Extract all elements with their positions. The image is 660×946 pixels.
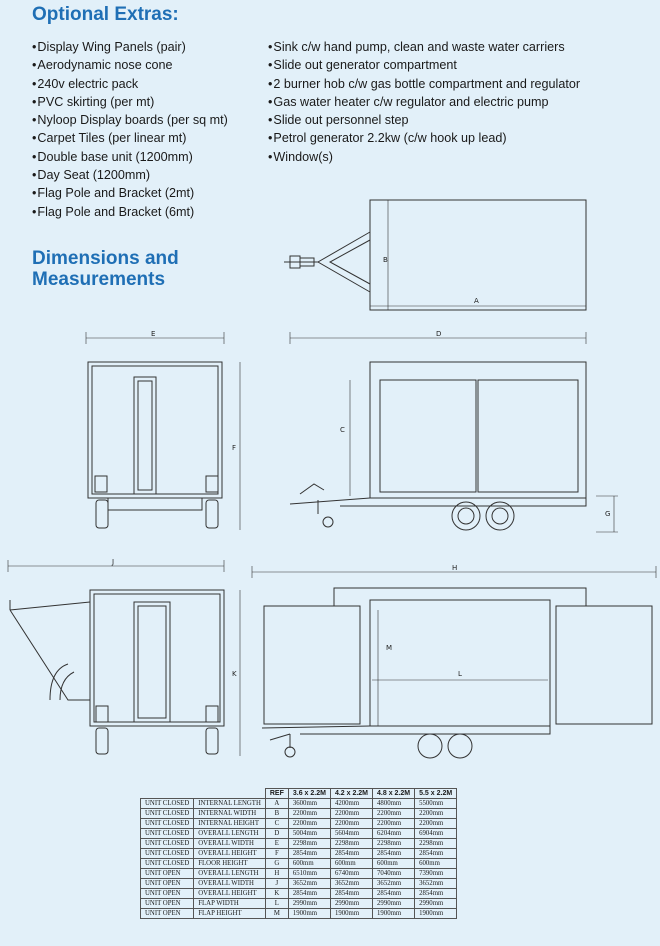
value-cell: 2990mm [415,899,457,909]
table-row [141,879,457,889]
dimensions-heading-line2: Measurements [32,269,166,290]
value-cell: 2298mm [330,839,372,849]
value-cell: 2298mm [288,839,330,849]
value-cell: 5604mm [330,829,372,839]
value-cell: 4200mm [330,799,372,809]
label-a: A [474,297,479,305]
label-h: H [452,564,458,572]
value-cell: 5004mm [288,829,330,839]
side-view-open-diagram [252,564,656,758]
table-row [141,809,457,819]
unit-state-cell: UNIT OPEN [141,879,194,889]
table-row [141,859,457,869]
extras-item: • Sink c/w hand pump, clean and waste water carriers [268,38,580,56]
dimensions-table-body [141,799,457,919]
extras-item: • Double base unit (1200mm) [32,148,228,166]
label-m: M [386,644,393,652]
value-cell: 2990mm [288,899,330,909]
ref-cell: E [265,839,288,849]
table-row [141,849,457,859]
extras-item: • Flag Pole and Bracket (6mt) [32,203,228,221]
value-cell: 2854mm [373,889,415,899]
extras-item: • Nyloop Display boards (per sq mt) [32,111,228,129]
table-row [141,819,457,829]
unit-state-cell: UNIT CLOSED [141,799,194,809]
table-row [141,899,457,909]
table-header-blank [141,789,266,799]
unit-state-cell: UNIT CLOSED [141,819,194,829]
label-l: L [458,670,462,678]
table-header-size: 4.2 x 2.2M [330,789,372,799]
extras-item: • 2 burner hob c/w gas bottle compartment and regulator [268,75,580,93]
label-c: C [340,426,345,434]
table-row [141,829,457,839]
value-cell: 7390mm [415,869,457,879]
label-b: B [383,256,388,264]
value-cell: 2200mm [415,809,457,819]
ref-cell: D [265,829,288,839]
measure-cell: FLAP HEIGHT [194,909,266,919]
value-cell: 2854mm [330,849,372,859]
value-cell: 4800mm [373,799,415,809]
value-cell: 2990mm [330,899,372,909]
value-cell: 2854mm [415,889,457,899]
value-cell: 6904mm [415,829,457,839]
value-cell: 3600mm [288,799,330,809]
table-row [141,869,457,879]
unit-state-cell: UNIT OPEN [141,899,194,909]
dimensions-heading-line1: Dimensions and [32,248,179,269]
ref-cell: B [265,809,288,819]
extras-item: • Window(s) [268,148,580,166]
value-cell: 2854mm [288,849,330,859]
extras-item: • Carpet Tiles (per linear mt) [32,129,228,147]
table-row [141,799,457,809]
value-cell: 2854mm [415,849,457,859]
measure-cell: INTERNAL LENGTH [194,799,266,809]
label-f: F [232,444,237,452]
label-e: E [151,330,156,338]
value-cell: 2854mm [330,889,372,899]
ref-cell: J [265,879,288,889]
value-cell: 2854mm [288,889,330,899]
unit-state-cell: UNIT OPEN [141,909,194,919]
measure-cell: OVERALL WIDTH [194,839,266,849]
extras-item: • PVC skirting (per mt) [32,93,228,111]
ref-cell: F [265,849,288,859]
label-k: K [232,670,237,678]
ref-cell: C [265,819,288,829]
extras-item: • Day Seat (1200mm) [32,166,228,184]
unit-state-cell: UNIT CLOSED [141,829,194,839]
value-cell: 3652mm [415,879,457,889]
value-cell: 2200mm [330,809,372,819]
measure-cell: OVERALL LENGTH [194,869,266,879]
side-view-closed-diagram [290,330,618,532]
value-cell: 7040mm [373,869,415,879]
ref-cell: M [265,909,288,919]
ref-cell: L [265,899,288,909]
extras-item: • 240v electric pack [32,75,228,93]
extras-item: • Slide out generator compartment [268,56,580,74]
value-cell: 6510mm [288,869,330,879]
table-header-row [141,789,457,799]
extras-item: • Gas water heater c/w regulator and electric pump [268,93,580,111]
ref-cell: K [265,889,288,899]
value-cell: 6204mm [373,829,415,839]
unit-state-cell: UNIT CLOSED [141,809,194,819]
unit-state-cell: UNIT OPEN [141,889,194,899]
value-cell: 2200mm [373,809,415,819]
value-cell: 600mm [415,859,457,869]
table-header-size: 4.8 x 2.2M [373,789,415,799]
value-cell: 600mm [373,859,415,869]
value-cell: 1900mm [288,909,330,919]
table-header-size: 5.5 x 2.2M [415,789,457,799]
value-cell: 2200mm [373,819,415,829]
value-cell: 3652mm [288,879,330,889]
value-cell: 5500mm [415,799,457,809]
value-cell: 1900mm [330,909,372,919]
table-row [141,839,457,849]
value-cell: 600mm [330,859,372,869]
measure-cell: FLAP WIDTH [194,899,266,909]
value-cell: 1900mm [373,909,415,919]
ref-cell: G [265,859,288,869]
ref-cell: H [265,869,288,879]
unit-state-cell: UNIT CLOSED [141,849,194,859]
value-cell: 3652mm [373,879,415,889]
label-d: D [436,330,442,338]
extras-item: • Flag Pole and Bracket (2mt) [32,184,228,202]
value-cell: 2298mm [373,839,415,849]
top-view-diagram [284,200,586,310]
optional-extras-heading: Optional Extras: [32,4,179,25]
extras-item: • Display Wing Panels (pair) [32,38,228,56]
front-view-open-diagram [8,558,240,756]
measure-cell: OVERALL HEIGHT [194,889,266,899]
unit-state-cell: UNIT OPEN [141,869,194,879]
ref-cell: A [265,799,288,809]
front-view-closed-diagram [86,330,240,530]
value-cell: 2298mm [415,839,457,849]
table-row [141,909,457,919]
value-cell: 2200mm [288,819,330,829]
measure-cell: INTERNAL HEIGHT [194,819,266,829]
extras-item: • Aerodynamic nose cone [32,56,228,74]
table-header-ref: REF [265,789,288,799]
label-g: G [605,510,611,518]
measure-cell: INTERNAL WIDTH [194,809,266,819]
extras-item: • Petrol generator 2.2kw (c/w hook up lead) [268,129,580,147]
value-cell: 2854mm [373,849,415,859]
dimensions-table [140,788,457,919]
value-cell: 1900mm [415,909,457,919]
measure-cell: OVERALL LENGTH [194,829,266,839]
extras-item: • Slide out personnel step [268,111,580,129]
value-cell: 6740mm [330,869,372,879]
table-header-size: 3.6 x 2.2M [288,789,330,799]
value-cell: 3652mm [330,879,372,889]
label-j: J [112,558,115,566]
measure-cell: OVERALL WIDTH [194,879,266,889]
measure-cell: OVERALL HEIGHT [194,849,266,859]
value-cell: 2990mm [373,899,415,909]
value-cell: 2200mm [415,819,457,829]
table-row [141,889,457,899]
unit-state-cell: UNIT CLOSED [141,859,194,869]
unit-state-cell: UNIT CLOSED [141,839,194,849]
measure-cell: FLOOR HEIGHT [194,859,266,869]
value-cell: 2200mm [330,819,372,829]
value-cell: 600mm [288,859,330,869]
value-cell: 2200mm [288,809,330,819]
